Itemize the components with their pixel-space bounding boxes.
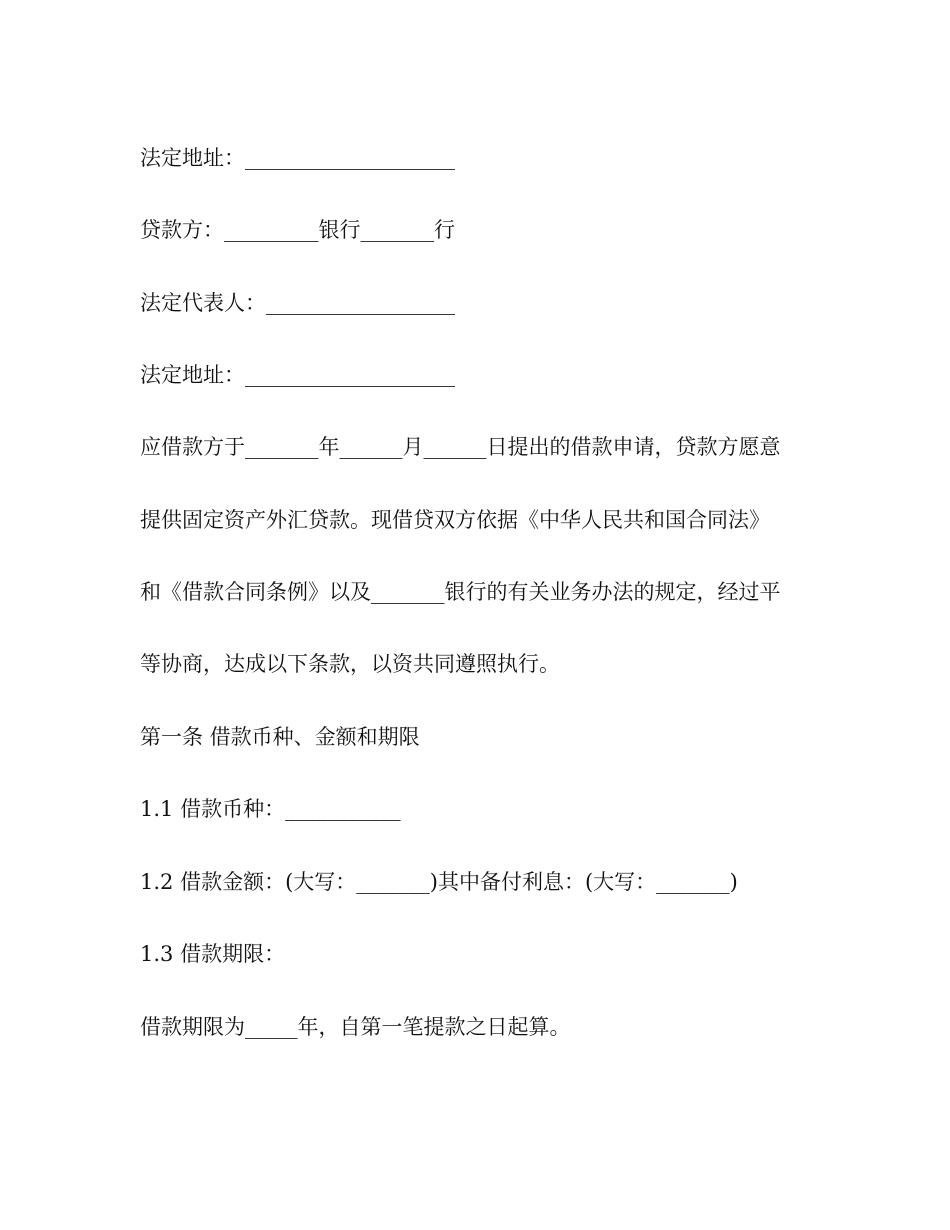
clause-1-1: 1.1 借款币种：___________ <box>140 797 401 821</box>
lender-legal-address-line: 法定地址：____________________ <box>140 363 455 387</box>
clause-1-2: 1.2 借款金额：(大写：_______)其中备付利息：(大写：_______) <box>140 870 738 894</box>
legal-address-line: 法定地址：____________________ <box>140 146 455 170</box>
article-1-heading: 第一条 借款币种、金额和期限 <box>140 725 420 749</box>
loan-term-line: 借款期限为_____年，自第一笔提款之日起算。 <box>140 1015 571 1039</box>
preamble-line-3: 和《借款合同条例》以及_______银行的有关业务办法的规定，经过平 <box>140 580 781 604</box>
preamble-line-1: 应借款方于_______年______月______日提出的借款申请，贷款方愿意 <box>140 435 781 459</box>
lender-line: 贷款方：_________银行_______行 <box>140 218 455 242</box>
preamble-line-4: 等协商，达成以下条款，以资共同遵照执行。 <box>140 652 560 676</box>
clause-1-3: 1.3 借款期限： <box>140 942 286 966</box>
preamble-line-2: 提供固定资产外汇贷款。现借贷双方依据《中华人民共和国合同法》 <box>140 508 770 532</box>
legal-representative-line: 法定代表人：__________________ <box>140 291 455 315</box>
